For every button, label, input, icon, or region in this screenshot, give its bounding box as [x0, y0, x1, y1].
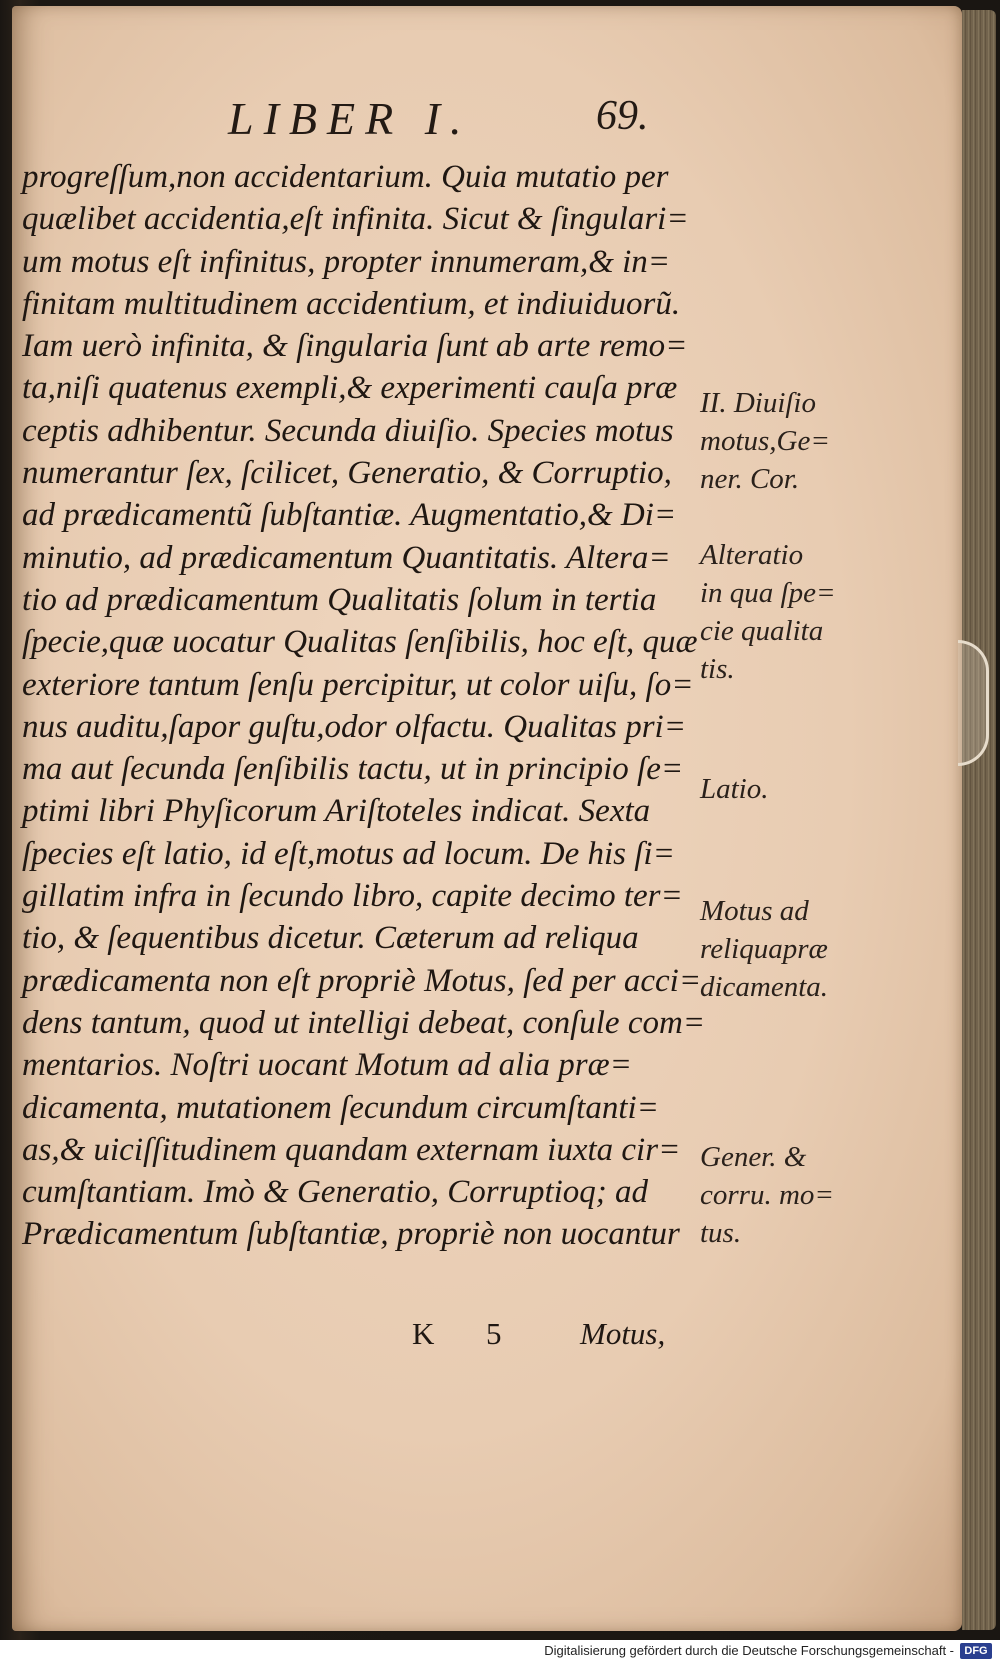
text-line: ta,niſi quatenus exempli,& experimenti cauſa præ — [22, 370, 678, 407]
text-line: ad prædicamentũ ſubſtantiæ. Augmentatio,& Di= — [22, 497, 677, 534]
text-line: cumſtantiam. Imò & Generatio, Corruptioq; ad — [22, 1174, 649, 1211]
text-line: ceptis adhibentur. Secunda diuiſio. Species motus — [22, 412, 674, 449]
text-line: quælibet accidentia,eſt infinita. Sicut & ſingulari= — [22, 201, 689, 238]
text-line: minutio, ad prædicamentum Quantitatis. Altera= — [22, 539, 671, 576]
text-line: ptimi libri Phyſicorum Ariſtoteles indicat. Sexta — [22, 793, 651, 830]
text-line: ſpecies eſt latio, id eſt,motus ad locum. De his ſi= — [22, 835, 675, 872]
running-head-title: LIBER I. — [228, 93, 472, 144]
margin-note-alteratio: Alteratio in qua ſpe= cie qualita tis. — [700, 539, 836, 685]
text-line: Prædicamentum ſubſtantiæ, propriè non uocantur — [22, 1216, 680, 1253]
main-text-block — [22, 156, 706, 1256]
text-line: nus auditu,ſapor guſtu,odor olfactu. Qualitas pri= — [22, 708, 686, 745]
running-head — [0, 92, 1000, 152]
text-line: numerantur ſex, ſcilicet, Generatio, & Corruptio, — [22, 455, 672, 492]
signature-mark: K — [412, 1316, 435, 1351]
dfg-logo: DFG — [960, 1643, 992, 1659]
text-line: ſpecie,quæ uocatur Qualitas ſenſibilis, hoc eſt, quæ — [22, 624, 698, 661]
text-line: progreſſum,non accidentarium. Quia mutatio per — [22, 159, 669, 195]
text-line: dicamenta, mutationem ſecundum circumſtanti= — [22, 1089, 659, 1126]
page-number: 69. — [596, 93, 649, 139]
signature-number: 5 — [486, 1316, 502, 1351]
text-line: Iam uerò infinita, & ſingularia ſunt ab arte remo= — [22, 328, 688, 365]
margin-note-latio: Latio. — [700, 773, 769, 805]
margin-note-gener-corru: Gener. & corru. mo= tus. — [700, 1141, 834, 1249]
text-line: finitam multitudinem accidentium, et indiuiduorũ. — [22, 285, 681, 322]
footer-credit: Digitalisierung gefördert durch die Deutsche Forschungsgemeinschaft - — [544, 1643, 954, 1658]
text-line: as,& uiciſſitudinem quandam externam iuxta cir= — [22, 1131, 681, 1168]
text-line: ma aut ſecunda ſenſibilis tactu, ut in principio ſe= — [22, 751, 684, 788]
text-line: gillatim infra in ſecundo libro, capite decimo ter= — [22, 878, 683, 915]
book-fore-edge — [962, 10, 996, 1630]
signature-line — [0, 1316, 1000, 1366]
text-line: mentarios. Noſtri uocant Motum ad alia præ= — [22, 1047, 632, 1084]
page-tab-marker — [958, 640, 989, 766]
text-line: dens tantum, quod ut intelligi debeat, conſule com= — [22, 1004, 706, 1041]
margin-note-divisio: II. Diuiſio motus,Ge= ner. Cor. — [700, 387, 830, 495]
text-line: um motus eſt infinitus, propter innumeram,& in= — [22, 243, 671, 280]
text-line: prædicamenta non eſt propriè Motus, ſed per acci= — [22, 962, 702, 999]
text-line: tio ad prædicamentum Qualitatis ſolum in tertia — [22, 581, 657, 618]
margin-note-motus-ad-reliqua: Motus ad reliquapræ dicamenta. — [700, 895, 829, 1003]
text-line: tio, & ſequentibus dicetur. Cæterum ad reliqua — [22, 920, 639, 957]
text-line: exteriore tantum ſenſu percipitur, ut color uiſu, ſo= — [22, 666, 694, 703]
footer-band — [0, 1640, 1000, 1664]
catchword: Motus, — [580, 1316, 666, 1351]
